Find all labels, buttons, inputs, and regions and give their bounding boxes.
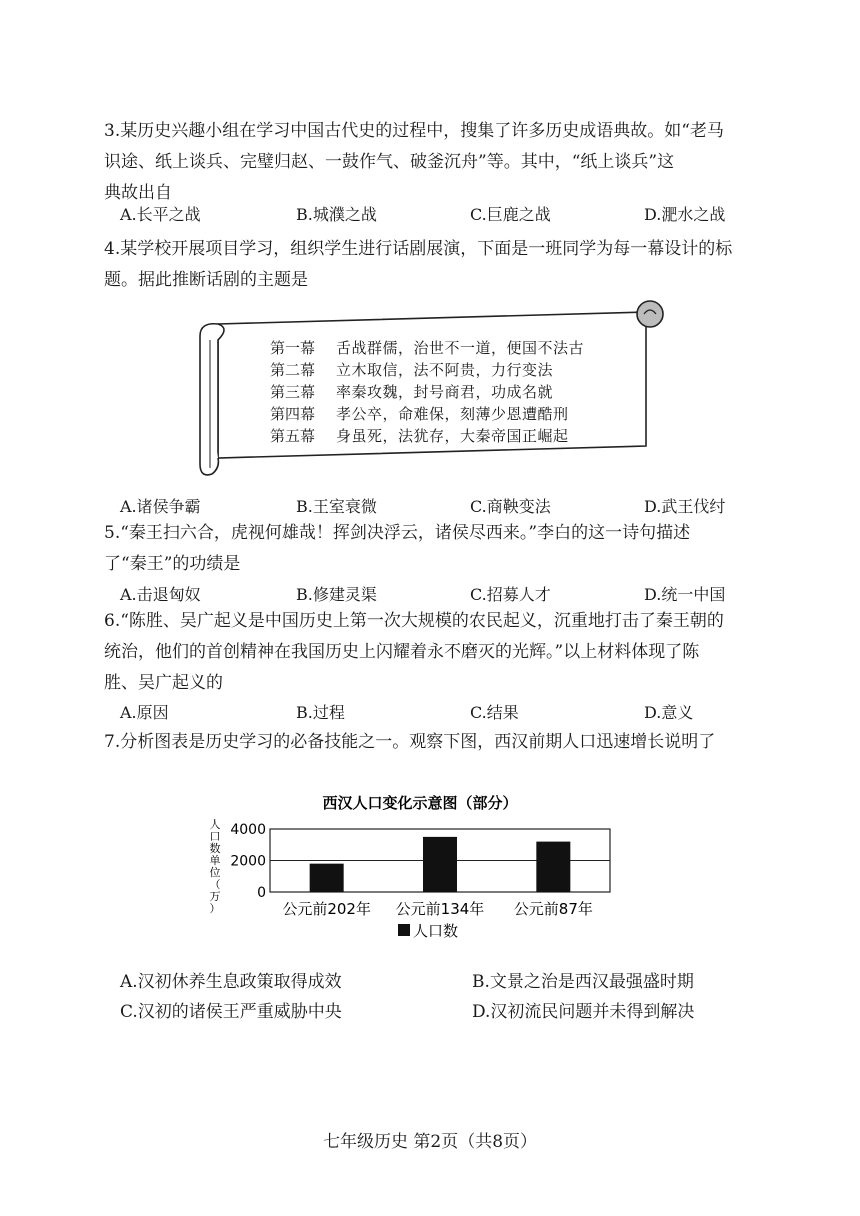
chart-y-tick-label: 4000 xyxy=(230,822,266,838)
scroll-act-2-label: 第二幕 xyxy=(270,361,316,379)
question-4-options xyxy=(120,494,780,518)
q6-option-a[interactable]: A.原因 xyxy=(120,703,169,722)
question-5-stem xyxy=(104,518,744,580)
chart-x-tick-labels xyxy=(282,900,593,918)
scroll-act-3-label: 第三幕 xyxy=(270,383,316,401)
scroll-act-5-text: 身虽死，法犹存，大秦帝国正崛起 xyxy=(336,427,569,445)
question-7-stem xyxy=(104,727,744,758)
question-5-options xyxy=(120,582,780,606)
chart-y-axis-label-char: （ xyxy=(209,878,221,891)
chart-bar xyxy=(423,837,457,892)
q6-option-d[interactable]: D.意义 xyxy=(644,703,694,722)
chart-legend xyxy=(398,922,458,940)
question-7-options-row-1 xyxy=(120,967,760,995)
chart-y-ticks xyxy=(230,822,266,901)
chart-legend-label: 人口数 xyxy=(413,922,459,940)
q3-line-1: 3.某历史兴趣小组在学习中国古代史的过程中，搜集了许多历史成语典故。如“老马 xyxy=(104,121,724,141)
chart-y-axis-label-char: 人 xyxy=(209,818,221,831)
scroll-act-3-text: 率秦攻魏，封号商君，功成名就 xyxy=(336,383,554,401)
q6-line-2: 统治，他们的首创精神在我国历史上闪耀着永不磨灭的光辉。”以上材料体现了陈 xyxy=(104,642,700,662)
q5-option-c[interactable]: C.招募人才 xyxy=(470,585,551,604)
chart-y-axis-label-char: 单 xyxy=(209,854,221,867)
chart-y-axis-label xyxy=(210,818,221,915)
q5-option-d[interactable]: D.统一中国 xyxy=(644,585,726,604)
scroll-act-5-label: 第五幕 xyxy=(270,427,316,445)
chart-bar xyxy=(310,864,344,892)
page-footer: 七年级历史 第2页（共8页） xyxy=(322,1132,538,1152)
q3-line-3: 典故出自 xyxy=(104,183,172,203)
q6-line-3: 胜、吴广起义的 xyxy=(104,673,223,693)
chart-x-tick-label: 公元前202年 xyxy=(282,900,371,918)
q3-line-2: 识途、纸上谈兵、完璧归赵、一鼓作气、破釜沉舟”等。其中，“纸上谈兵”这 xyxy=(104,152,675,172)
chart-y-axis-label-char: 数 xyxy=(209,842,221,855)
question-6-stem xyxy=(104,606,744,699)
q5-option-a[interactable]: A.击退匈奴 xyxy=(120,585,201,604)
q3-option-c[interactable]: C.巨鹿之战 xyxy=(470,205,551,224)
q4-line-2: 题。据此推断话剧的主题是 xyxy=(104,270,308,290)
q5-line-2: 了“秦王”的功绩是 xyxy=(104,554,241,574)
q4-option-c[interactable]: C.商鞅变法 xyxy=(470,497,551,516)
q3-option-b[interactable]: B.城濮之战 xyxy=(296,205,377,224)
q4-line-1: 4.某学校开展项目学习，组织学生进行话剧展演，下面是一班同学为每一幕设计的标 xyxy=(104,239,733,259)
q7-option-c[interactable]: C.汉初的诸侯王严重威胁中央 xyxy=(120,1002,342,1022)
chart-y-axis-label-char: 口 xyxy=(209,830,221,843)
question-7-options-row-2 xyxy=(120,997,760,1025)
question-4-stem xyxy=(104,234,744,296)
q6-option-c[interactable]: C.结果 xyxy=(470,703,519,722)
chart-y-axis-label-char: 位 xyxy=(209,866,221,879)
q7-option-d[interactable]: D.汉初流民问题并未得到解决 xyxy=(472,1002,695,1022)
chart-title: 西汉人口变化示意图（部分） xyxy=(322,794,518,812)
question-6-options xyxy=(120,700,780,724)
chart-y-tick-label: 2000 xyxy=(230,853,266,870)
scroll-act-4-text: 孝公卒，命难保，刻薄少恩遭酷刑 xyxy=(336,405,569,423)
q7-option-b[interactable]: B.文景之治是西汉最强盛时期 xyxy=(472,972,694,992)
q4-option-d[interactable]: D.武王伐纣 xyxy=(644,497,726,516)
q4-option-a[interactable]: A.诸侯争霸 xyxy=(120,497,201,516)
q7-option-a[interactable]: A.汉初休养生息政策取得成效 xyxy=(120,972,342,992)
scroll-act-4-label: 第四幕 xyxy=(270,405,316,423)
chart-y-axis-label-char: 万 xyxy=(209,890,221,903)
q6-line-1: 6.“陈胜、吴广起义是中国历史上第一次大规模的农民起义，沉重地打击了秦王朝的 xyxy=(104,611,724,631)
chart-y-axis-label-char: ） xyxy=(209,902,221,915)
scroll-act-2-text: 立木取信，法不阿贵，力行变法 xyxy=(336,361,554,379)
population-chart xyxy=(205,784,625,954)
q5-option-b[interactable]: B.修建灵渠 xyxy=(296,585,377,604)
chart-x-tick-label: 公元前87年 xyxy=(513,900,593,918)
chart-bars xyxy=(310,837,571,892)
chart-bar xyxy=(536,842,570,892)
q3-option-d[interactable]: D.淝水之战 xyxy=(644,205,726,224)
q3-option-a[interactable]: A.长平之战 xyxy=(120,205,201,224)
scroll-act-1-text: 舌战群儒，治世不一道，便国不法古 xyxy=(336,339,585,357)
q4-option-b[interactable]: B.王室衰微 xyxy=(296,497,377,516)
q7-line-1: 7.分析图表是历史学习的必备技能之一。观察下图，西汉前期人口迅速增长说明了 xyxy=(104,732,716,752)
question-3-stem xyxy=(104,116,744,209)
scroll-act-1-label: 第一幕 xyxy=(270,339,316,357)
q6-option-b[interactable]: B.过程 xyxy=(296,703,345,722)
chart-legend-swatch xyxy=(398,924,410,936)
question-3-options xyxy=(120,202,780,226)
chart-y-tick-label: 0 xyxy=(257,885,266,901)
q5-line-1: 5.“秦王扫六合，虎视何雄哉！挥剑决浮云，诸侯尽西来。”李白的这一诗句描述 xyxy=(104,523,691,543)
chart-x-tick-label: 公元前134年 xyxy=(395,900,485,918)
